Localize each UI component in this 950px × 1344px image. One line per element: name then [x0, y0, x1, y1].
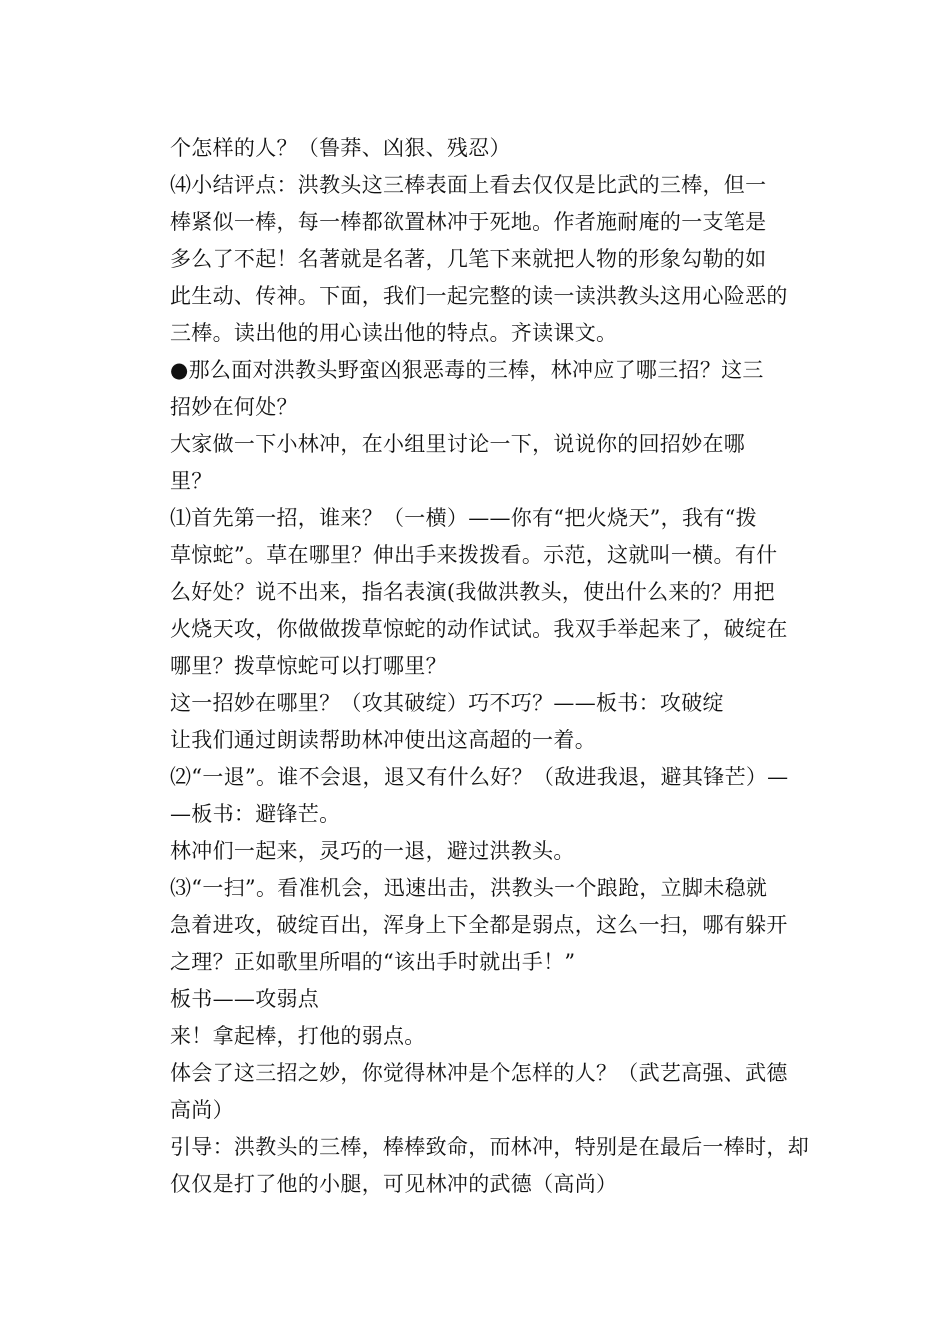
text-line: 哪里？拨草惊蛇可以打哪里？ — [170, 654, 447, 678]
text-line: 仅仅是打了他的小腿，可见林冲的武德（高尚） — [170, 1172, 618, 1196]
text-line: 之理？正如歌里所唱的“该出手时就出手！” — [170, 950, 576, 974]
text-line: ⑴首先第一招，谁来？（一横）——你有“把火烧天”，我有“拨 — [170, 506, 757, 530]
text-line: 么好处？说不出来，指名表演(我做洪教头，使出什么来的？用把 — [170, 580, 775, 604]
text-line: 板书——攻弱点 — [170, 987, 320, 1011]
text-line: ●那么面对洪教头野蛮凶狠恶毒的三棒，林冲应了哪三招？这三 — [170, 358, 764, 382]
document-body — [170, 130, 809, 1203]
text-line: 个怎样的人？（鲁莽、凶狠、残忍） — [170, 136, 511, 160]
text-line: ⑵“一退”。谁不会退，退又有什么好？（敌进我退，避其锋芒）— — [170, 765, 789, 789]
text-line: 让我们通过朗读帮助林冲使出这高超的一着。 — [170, 728, 596, 752]
text-line: 三棒。读出他的用心读出他的特点。齐读课文。 — [170, 321, 618, 345]
text-line: 火烧天攻，你做做拨草惊蛇的动作试试。我双手举起来了，破绽在 — [170, 617, 788, 641]
text-line: ⑶“一扫”。看准机会，迅速出击，洪教头一个踉跄，立脚未稳就 — [170, 876, 768, 900]
text-line: 急着进攻，破绽百出，浑身上下全都是弱点，这么一扫，哪有躲开 — [170, 913, 788, 937]
text-line: 此生动、传神。下面，我们一起完整的读一读洪教头这用心险恶的 — [170, 284, 788, 308]
text-line: 草惊蛇”。草在哪里？伸出手来拨拨看。示范，这就叫一横。有什 — [170, 543, 778, 567]
text-line: 引导：洪教头的三棒，棒棒致命，而林冲，特别是在最后一棒时，却 — [170, 1135, 809, 1159]
text-line: 这一招妙在哪里？（攻其破绽）巧不巧？——板书：攻破绽 — [170, 691, 724, 715]
text-line: 大家做一下小林冲，在小组里讨论一下，说说你的回招妙在哪 — [170, 432, 746, 456]
text-line: 棒紧似一棒，每一棒都欲置林冲于死地。作者施耐庵的一支笔是 — [170, 210, 767, 234]
text-line: 高尚） — [170, 1098, 234, 1122]
text-line: —板书：避锋芒。 — [170, 802, 341, 826]
text-line: 林冲们一起来，灵巧的一退，避过洪教头。 — [170, 839, 575, 863]
text-line: 多么了不起！名著就是名著，几笔下来就把人物的形象勾勒的如 — [170, 247, 767, 271]
text-line: 体会了这三招之妙，你觉得林冲是个怎样的人？（武艺高强、武德 — [170, 1061, 788, 1085]
text-line: 里？ — [170, 469, 213, 493]
text-line: 来！拿起棒，打他的弱点。 — [170, 1024, 426, 1048]
text-line: 招妙在何处？ — [170, 395, 298, 419]
text-line: ⑷小结评点：洪教头这三棒表面上看去仅仅是比武的三棒，但一 — [170, 173, 767, 197]
